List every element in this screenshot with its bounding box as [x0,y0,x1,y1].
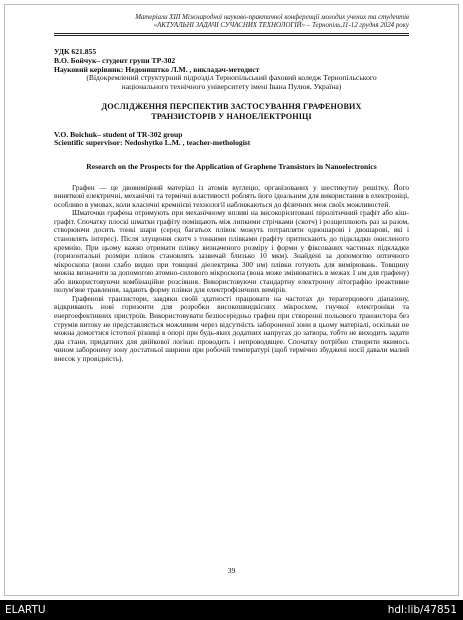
paragraph: Графенові транзистори, завдяки своїй здатності працювати на частотах до терагерцового діапазону, відкривають нові горизонти для розробки високошвидкісних мікросхем, гнучкої електроніки та енергоефективних пристроїв. Використовувати безпосередньо графен при створенні польового транзистора без струмів витоку не представляється можливим через відсутність забороненої зони в цьому матеріалі, оскільки не можна домогтися істотної різниці в опорі при будь-яких додатних напругах до затвора, тобто не виходить задати два стани, придатних для двійкової логіки: проводить і непроводящее. Спочатку потрібно створити якимось чином заборонену зону достатньої ширини при робочій температурі (щоб термічно збуджені носії давали малий внесок у провідність). [54,293,409,363]
article-title-uk [54,102,409,121]
udk-code: УДК 621.855 [54,47,97,57]
page-number: 39 [227,566,236,575]
title-uk-line-1: ДОСЛІДЖЕННЯ ПЕРСПЕКТИВ ЗАСТОСУВАННЯ ГРАФЕНОВИХ [101,102,362,112]
header-rule-thin [54,35,409,36]
supervisor-en: Scientific supervisor: Nedoshytko L.M. , teacher-methologist [54,138,251,148]
article-meta-uk [54,48,409,91]
article-body [54,184,409,363]
paragraph: Графен — це двовимірний матеріал із атомів вуглецю, організованих у шестикутну решітку. Його винятковї електричні, механічні та термічні властивості роблять його ідеальним для використання в електроніці, особливо в умовах, коли класичні кремнієві технології наближаються до фізичних меж своїх можливостей. [54,182,409,209]
article-title-en: Research on the Prospects for the Application of Graphene Transistors in Nanoelectronics [86,161,377,171]
handle-identifier: hdl:lib/47851 [387,604,457,616]
supervisor-uk: Науковий керівник: Недоништко Л.М. , викладач-методист [54,64,260,74]
repository-footer-bar [0,600,463,620]
paragraph: Шматочки графена отримують при механічному впливі на високорієнтовані піролітичний графіт або кіш-графіт. Спочатку плоскі шматки графіту поміщають між липкими стрічками (скотч) і розщеплюють раз за разом, створюючи досить тонкі шари (серед багатьох плівок можуть потрапляти одношарові і двошарові, які і становлять інтерес). Після злущення скотч з тонкими плівками графіту притискають до підкладки окисленого кремнію. При цьому важко отримати плівку визначеного розміру і форми у фіксованих частинах підкладки (горизонтальні розміри плівок становлять зазвичай близько 10 мкм). Знайдені за допомогою оптичного мікроскопа (вони слабо видно при товщині діелектрика 300 нм) плівки готують для вимірювань. Товщину можна визначити за допомогою атомно-силового мікроскопа (вона може змінюватись в межах 1 нм для графену) або використовуючи комбінаційне розсіяння. Використовуючи стандартну електронну літографію іреактивне полум'яне травлення, задають форму плівки для електрофізичних вимірів. [54,208,409,295]
article-meta-en [54,131,409,148]
header-rule [54,33,409,34]
conference-header-line-1: Матеріали XIII Міжнародної науково-практичної конференції молодих учених та студентів [135,14,409,21]
title-uk-line-2: ТРАНЗИСТОРІВ У НАНОЕЛЕКТРОНІЦІ [151,111,312,121]
page-content [54,14,409,363]
conference-header-line-2: «АКТУАЛЬНІ ЗАДАЧІ СУЧАСНИХ ТЕХНОЛОГІЙ» – Тернопіль,11-12 грудня 2024 року [153,22,409,30]
affiliation-line-1: (Відокремлений структурний підрозділ Тернопільський фаховий коледж Тернопільського [86,73,377,83]
affiliation-line-2: національного технічного університету імені Івана Пулюя, Україна) [121,81,342,91]
conference-header [54,14,409,36]
repository-name: ELARTU [5,604,46,616]
author-en: V.O. Boichuk– student of TR-302 group [54,129,183,139]
author-uk: В.О. Бойчук– студент групи ТР-302 [54,56,176,65]
